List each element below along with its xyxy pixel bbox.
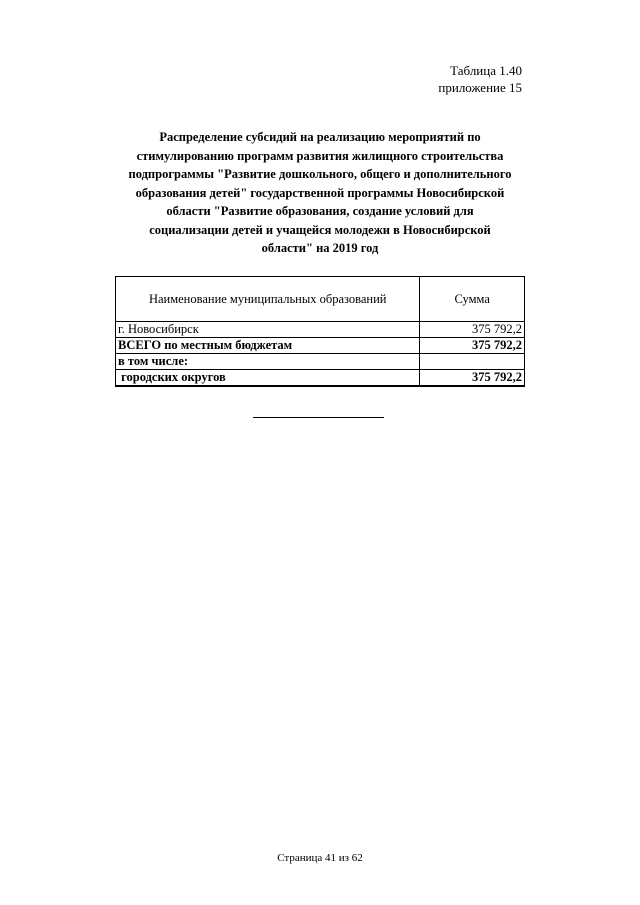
table-header-row [116,277,525,322]
row-sum: 375 792,2 [420,322,525,338]
title-line: области "Развитие образования, создание условий для [166,204,474,218]
title-line: области" на 2019 год [261,241,379,255]
row-name: городских округов [116,370,420,387]
table-row [116,370,525,387]
document-header [438,62,522,96]
title-line: Распределение субсидий на реализацию мероприятий по [159,130,481,144]
table-row [116,322,525,338]
title-line: подпрограммы "Развитие дошкольного, общего и дополнительного [128,167,512,181]
page-number: Страница 41 из 62 [277,852,363,864]
row-name: г. Новосибирск [116,322,420,338]
column-header-name: Наименование муниципальных образований [116,277,420,322]
appendix-label: приложение 15 [438,80,522,95]
row-sum [420,354,525,370]
row-sum: 375 792,2 [420,370,525,387]
subsidy-table [115,276,525,387]
table-row [116,354,525,370]
row-name: в том числе: [116,354,420,370]
row-name: ВСЕГО по местным бюджетам [116,338,420,354]
document-title [105,128,535,258]
table-number: Таблица 1.40 [450,63,522,78]
column-header-sum: Сумма [420,277,525,322]
row-sum: 375 792,2 [420,338,525,354]
title-line: образования детей" государственной программы Новосибирской [135,185,505,200]
table-row-total [116,338,525,354]
title-line: социализации детей и учащейся молодежи в Новосибирской [149,222,491,237]
separator-line [253,417,384,418]
title-line: стимулированию программ развития жилищного строительства [136,148,504,163]
